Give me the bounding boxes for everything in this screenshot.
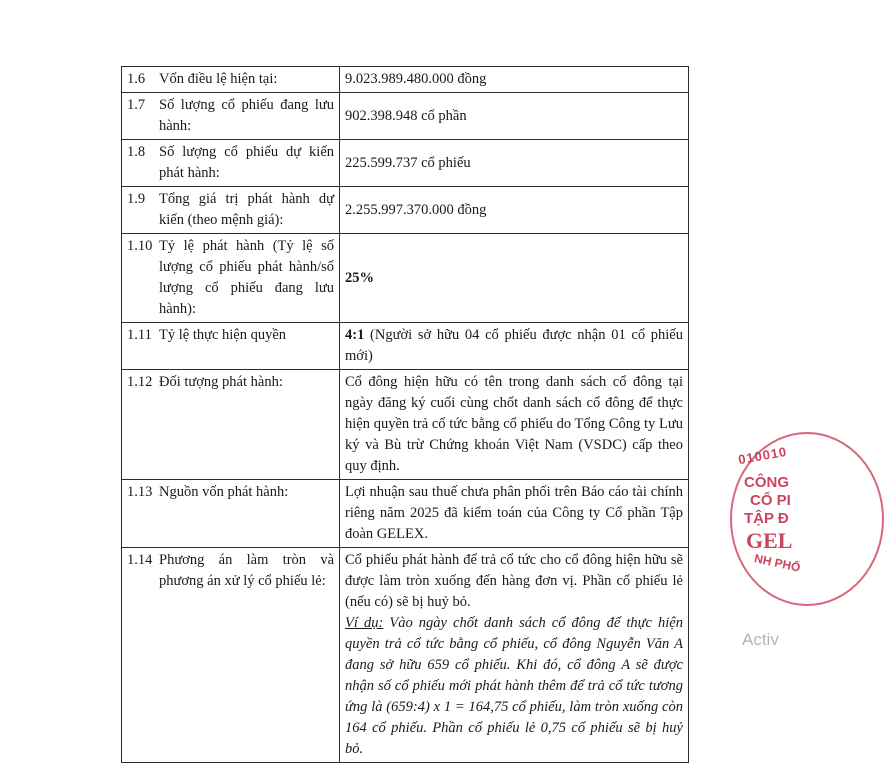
- row-label: 1.14 Phương án làm tròn và phương án xử lý cổ phiếu lẻ:: [122, 548, 340, 763]
- row-label: 1.10 Tỷ lệ phát hành (Tỷ lệ số lượng cổ phiếu phát hành/số lượng cổ phiếu đang lưu hành):: [122, 234, 340, 323]
- row-label: 1.13 Nguồn vốn phát hành:: [122, 480, 340, 548]
- row-label: 1.8 Số lượng cổ phiếu dự kiến phát hành:: [122, 140, 340, 187]
- table-row: [122, 234, 689, 323]
- row-value: 25%: [340, 234, 689, 323]
- table-row: [122, 480, 689, 548]
- row-value: 2.255.997.370.000 đồng: [340, 187, 689, 234]
- row-label: 1.9 Tổng giá trị phát hành dự kiến (theo mệnh giá):: [122, 187, 340, 234]
- seal-text: CÔNG: [744, 474, 789, 491]
- issuance-details-table: [121, 66, 689, 763]
- company-seal: [722, 432, 842, 612]
- activate-watermark: Activ: [742, 630, 779, 649]
- seal-text: CỔ PI: [750, 492, 791, 509]
- row-value: 9.023.989.480.000 đồng: [340, 67, 689, 93]
- example-text: Vào ngày chốt danh sách cổ đông để thực hiện quyền trả cổ tức bằng cổ phiếu, cổ đông Nguyễn Văn A đang sở hữu 659 cổ phiếu. Khi đó, cổ đông A sẽ được nhận số cổ phiếu mới phát hành thêm để trả cổ tức tương ứng là (659:4) x 1 = 164,75 cổ phiếu, làm tròn xuống còn 164 cổ phiếu. Phần cổ phiếu lẻ 0,75 cổ phiếu sẽ bị huỷ bỏ.: [345, 615, 683, 757]
- row-label: 1.7 Số lượng cổ phiếu đang lưu hành:: [122, 93, 340, 140]
- example-paragraph: [345, 613, 683, 760]
- row-value: 902.398.948 cổ phần: [340, 93, 689, 140]
- row-label: 1.12 Đối tượng phát hành:: [122, 370, 340, 480]
- row-value: Cổ đông hiện hữu có tên trong danh sách cổ đông tại ngày đăng ký cuối cùng chốt danh sách cổ đông để thực hiện quyền trả cổ tức bằng cổ phiếu do Tổng Công ty Lưu ký và Bù trừ Chứng khoán Việt Nam (VSDC) cấp theo quy định.: [340, 370, 689, 480]
- table-row: [122, 323, 689, 370]
- row-label: 1.6 Vốn điều lệ hiện tại:: [122, 67, 340, 93]
- table-row: [122, 93, 689, 140]
- example-label: Ví dụ:: [345, 615, 384, 631]
- row-value: [340, 548, 689, 763]
- seal-text: 010010: [737, 443, 789, 468]
- rounding-rule: Cổ phiếu phát hành để trả cổ tức cho cổ đông hiện hữu sẽ được làm tròn xuống đến hàng đơn vị. Phần cổ phiếu lẻ (nếu có) sẽ bị huỷ bỏ.: [345, 552, 683, 610]
- table-row: [122, 187, 689, 234]
- row-value: 225.599.737 cổ phiếu: [340, 140, 689, 187]
- table-row: [122, 548, 689, 763]
- table-row: [122, 140, 689, 187]
- row-value: Lợi nhuận sau thuế chưa phân phối trên Báo cáo tài chính riêng năm 2025 đã kiểm toán của Công ty Cổ phần Tập đoàn GELEX.: [340, 480, 689, 548]
- row-value: [340, 323, 689, 370]
- ratio-value: 4:1: [345, 327, 365, 343]
- table-row: [122, 67, 689, 93]
- seal-text: TẬP Đ: [744, 510, 789, 527]
- table-row: [122, 370, 689, 480]
- row-label: 1.11 Tỷ lệ thực hiện quyền: [122, 323, 340, 370]
- seal-text: GEL: [746, 528, 793, 553]
- ratio-note: (Người sở hữu 04 cổ phiếu được nhận 01 cổ phiếu mới): [345, 327, 683, 364]
- seal-text: NH PHỐ: [753, 551, 802, 575]
